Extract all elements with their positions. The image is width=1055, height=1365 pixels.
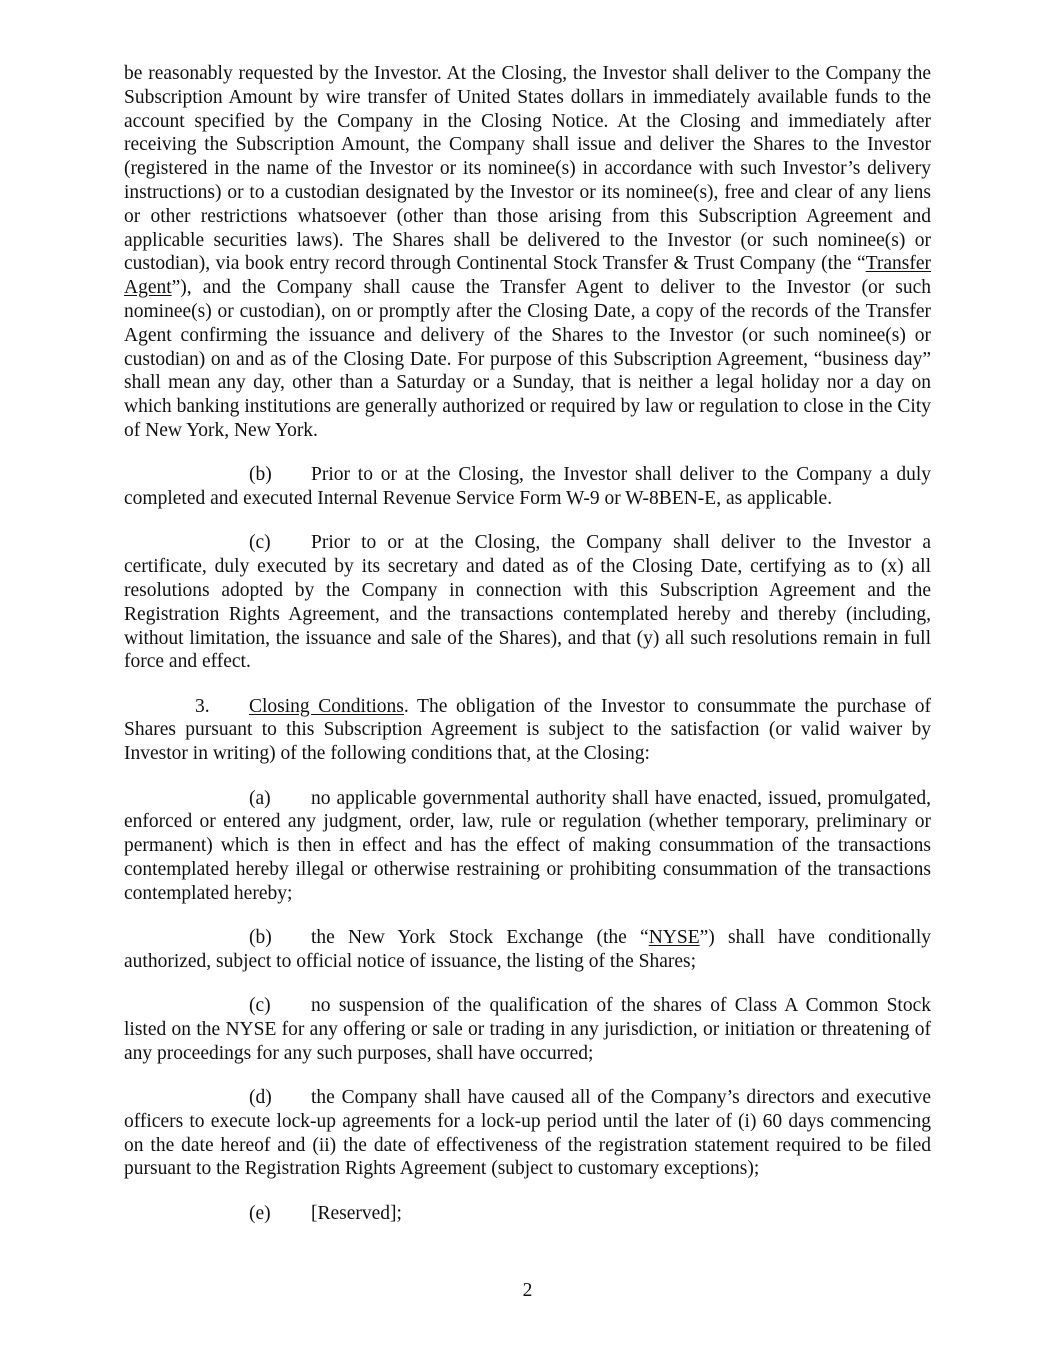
paragraph-text: be reasonably requested by the Investor. At the Closing, the Investor shall deliver to the Company the Subscription Amount by wire transfer of United States dollars in immediately available funds to the account specified by the Company in the Closing Notice. At the Closing and immediately after receiving the Subscription Amount, the Company shall issue and deliver the Shares to the Investor (registered in the name of the Investor or its nominee(s) in accordance with such Investor’s delivery instructions) or to a custodian designated by the Investor or its nominee(s), free and clear of any liens or other restrictions whatsoever (other than those arising from this Subscription Agreement and applicable securities laws). The Shares shall be delivered to the Investor (or such nominee(s) or custodian), via book entry record through Continental Stock Transfer & Trust Company (the “ xyxy=(124,63,931,275)
document-page xyxy=(124,62,931,1246)
section-text: . The obligation of the Investor to consummate the purchase of Shares pursuant to this Subscription Agreement is subject to the satisfaction (or valid waiver by Investor in writing) of the following conditions that, at the Closing: xyxy=(124,695,932,765)
clause-2c xyxy=(124,531,931,674)
defined-term-transfer-agent: Transfer Agent xyxy=(124,253,931,299)
defined-term-nyse: NYSE xyxy=(648,927,700,948)
section-number: 3. xyxy=(195,695,210,717)
clause-text: Prior to or at the Closing, the Investor shall deliver to the Company a duly completed and executed Internal Revenue Service Form W-9 or W-8BEN-E, as applicable. xyxy=(124,464,931,510)
section-3-closing-conditions xyxy=(124,695,931,766)
clause-3b xyxy=(124,926,931,974)
clause-2b xyxy=(124,463,931,511)
page-number: 2 xyxy=(522,1280,533,1301)
clause-3d xyxy=(124,1086,931,1181)
clause-3e xyxy=(124,1202,931,1226)
clause-text: ”) shall have conditionally authorized, subject to official notice of issuance, the listing of the Shares; xyxy=(124,927,932,972)
clause-text: no applicable governmental authority shall have enacted, issued, promulgated, enforced or entered any judgment, order, law, rule or regulation (whether temporary, preliminary or permanent) which is then in effect and has the effect of making consummation of the transactions contemplated hereby illegal or otherwise restraining or prohibiting consummation of the transactions contemplated hereby; xyxy=(124,787,931,904)
clause-text: no suspension of the qualification of the shares of Class A Common Stock listed on the NYSE for any offering or sale or trading in any jurisdiction, or initiation or threatening of any proceedings for any such purposes, shall have occurred; xyxy=(124,995,931,1064)
clause-number: (b) xyxy=(249,464,272,486)
clause-text: the New York Stock Exchange (the “ xyxy=(311,927,649,948)
section-heading: Closing Conditions xyxy=(249,695,404,717)
clause-number: (e) xyxy=(249,1202,271,1224)
clause-number: (b) xyxy=(249,927,272,948)
clause-number: (c) xyxy=(249,995,271,1017)
clause-number: (c) xyxy=(249,532,271,554)
clause-number: (d) xyxy=(249,1086,272,1108)
paragraph-closing-delivery xyxy=(124,62,931,443)
paragraph-text: ”), and the Company shall cause the Transfer Agent to deliver to the Investor (or such nominee(s) or custodian), on or promptly after the Closing Date, a copy of the records of the Transfer Agent confirming the issuance and delivery of the Shares to the Investor (or such nominee(s) or custodian) on and as of the Closing Date. For purpose of this Subscription Agreement, “business day” shall mean any day, other than a Saturday or a Sunday, that is neither a legal holiday nor a day on which banking institutions are generally authorized or required by law or regulation to close in the City of New York, New York. xyxy=(124,277,931,441)
clause-3c xyxy=(124,994,931,1065)
clause-text: Prior to or at the Closing, the Company shall deliver to the Investor a certificate, duly executed by its secretary and dated as of the Closing Date, certifying as to (x) all resolutions adopted by the Company in connection with this Subscription Agreement and the Registration Rights Agreement, and the transactions contemplated hereby and thereby (including, without limitation, the issuance and sale of the Shares), and that (y) all such resolutions remain in full force and effect. xyxy=(124,532,931,673)
clause-3a xyxy=(124,787,931,906)
clause-number: (a) xyxy=(249,787,271,809)
clause-text: [Reserved]; xyxy=(311,1202,402,1224)
clause-text: the Company shall have caused all of the Company’s directors and executive officers to execute lock-up agreements for a lock-up period until the later of (i) 60 days commencing on the date hereof and (ii) the date of effectiveness of the registration statement required to be filed pursuant to the Registration Rights Agreement (subject to customary exceptions); xyxy=(124,1086,931,1180)
